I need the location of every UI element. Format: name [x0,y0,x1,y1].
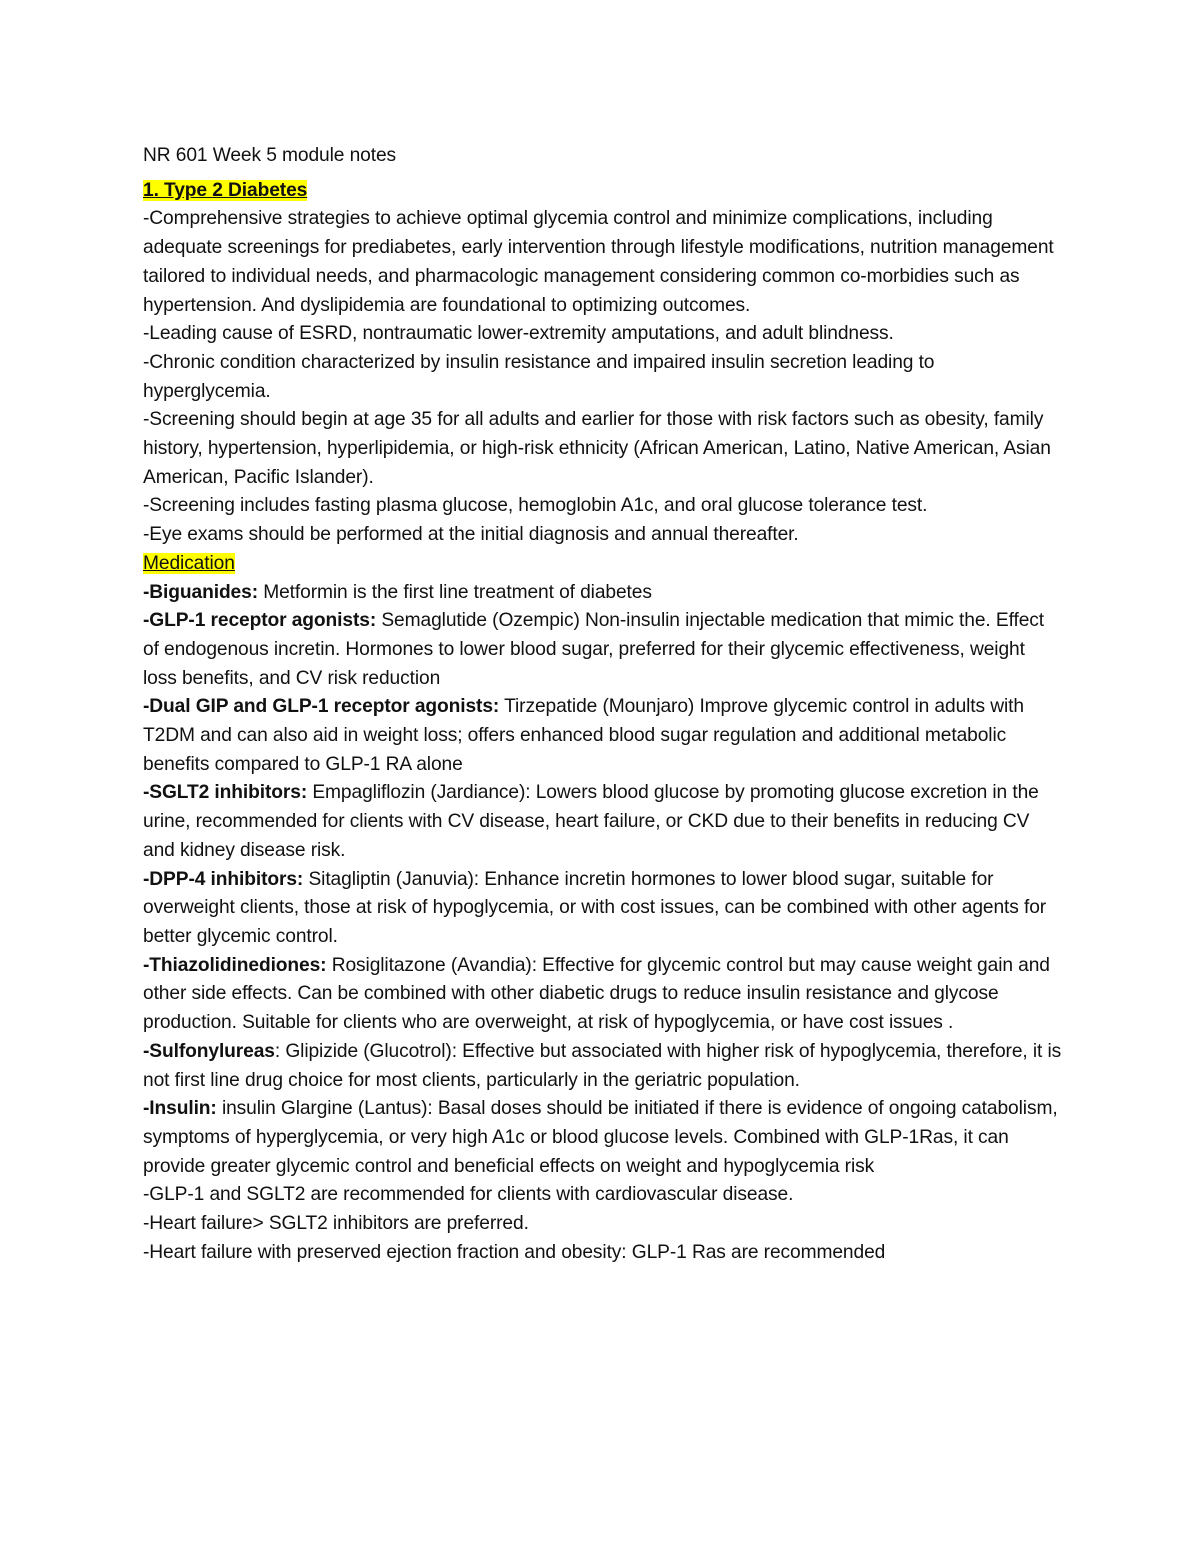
medication-item [143,607,1063,693]
drug-class-label: -SGLT2 inhibitors: [143,782,308,804]
medication-item [143,1038,1063,1095]
section-heading-medication [143,550,1063,579]
drug-class-label: -Thiazolidinediones: [143,954,327,976]
drug-description: : Glipizide (Glucotrol): Effective but associated with higher risk of hypoglycemia, therefore, it is not first line drug choice for most clients, particularly in the geriatric population. [143,1040,1062,1091]
paragraph-overview: -Comprehensive strategies to achieve optimal glycemia control and minimize complications, including adequate screenings for prediabetes, early intervention through lifestyle modifications, nutrition management tailored to individual needs, and pharmacologic management considering common co-morbidies such as hypertension. And dyslipidemia are foundational to optimizing outcomes. [143,208,1054,316]
medication-item [143,579,1063,608]
drug-description: Rosiglitazone (Avandia): Effective for glycemic control but may cause weight gain and other side effects. Can be combined with other diabetic drugs to reduce insulin resistance and glycose production. Suitable for clients who are overweight, at risk of hypoglycemia, or have cost issues . [143,954,1050,1034]
note-hfpef-obesity: -Heart failure with preserved ejection fraction and obesity: GLP-1 Ras are recommended [143,1241,886,1263]
document-page [143,138,1063,1267]
drug-description: Sitagliptin (Januvia): Enhance incretin hormones to lower blood sugar, suitable for overweight clients, those at risk of hypoglycemia, or with cost issues, can be combined with other agents for better glycemic control. [143,868,1047,947]
highlighted-heading-text: Medication [143,552,235,574]
paragraph-screening-age: -Screening should begin at age 35 for all adults and earlier for those with risk factors such as obesity, family history, hypertension, hyperlipidemia, or high-risk ethnicity (African American, Latino, Native American, Asian [143,409,1051,460]
note-cardiovascular: -GLP-1 and SGLT2 are recommended for clients with cardiovascular disease. [143,1184,794,1206]
paragraph-leading-cause: -Leading cause of ESRD, nontraumatic lower-extremity amputations, and adult blindness. [143,323,894,345]
paragraph-chronic-condition: -Chronic condition characterized by insulin resistance and impaired insulin secretion leading to hyperglycemia. [143,351,935,402]
document-title: NR 601 Week 5 module notes [143,145,397,166]
medication-item [143,779,1063,865]
paragraph-screening-age-cont: American, Pacific Islander). [143,466,374,488]
drug-description: insulin Glargine (Lantus): Basal doses should be initiated if there is evidence of ongoing catabolism, symptoms of hyperglycemia, or very high A1c or blood glucose levels. Combined with GLP-1Ras, it can provide greater glycemic control and beneficial effects on weight and hypoglycemia risk [143,1098,1058,1177]
note-heart-failure: -Heart failure> SGLT2 inhibitors are preferred. [143,1213,529,1235]
section-heading-type-2-diabetes [143,177,1063,206]
drug-class-label: -Sulfonylureas [143,1040,275,1062]
medication-item [143,693,1063,779]
drug-description: Semaglutide (Ozempic) Non-insulin injectable medication that mimic the. Effect of endogenous incretin. Hormones to lower blood sugar, preferred for their glycemic effectiveness, weight loss benefits, and CV risk reduction [143,610,1044,689]
medication-item [143,866,1063,952]
drug-description: Metformin is the first line treatment of diabetes [258,581,652,603]
drug-class-label: -Dual GIP and GLP-1 receptor agonists: [143,696,500,718]
paragraph-screening-tests: -Screening includes fasting plasma glucose, hemoglobin A1c, and oral glucose tolerance test. [143,495,928,517]
medication-item [143,1095,1063,1181]
drug-class-label: -Insulin: [143,1098,217,1120]
highlighted-heading-text: 1. Type 2 Diabetes [143,179,308,201]
paragraph-eye-exams: -Eye exams should be performed at the initial diagnosis and annual thereafter. [143,524,799,546]
drug-description: Empagliflozin (Jardiance): Lowers blood glucose by promoting glucose excretion in the urine, recommended for clients with CV disease, heart failure, or CKD due to their benefits in reducing CV and kidney disease risk. [143,782,1039,861]
drug-class-label: -DPP-4 inhibitors: [143,868,304,890]
drug-description: Tirzepatide (Mounjaro) Improve glycemic control in adults with T2DM and can also aid in weight loss; offers enhanced blood sugar regulation and additional metabolic benefits compared to GLP-1 RA alone [143,696,1024,775]
medication-item [143,952,1063,1038]
drug-class-label: -Biguanides: [143,581,258,603]
drug-class-label: -GLP-1 receptor agonists: [143,610,377,632]
